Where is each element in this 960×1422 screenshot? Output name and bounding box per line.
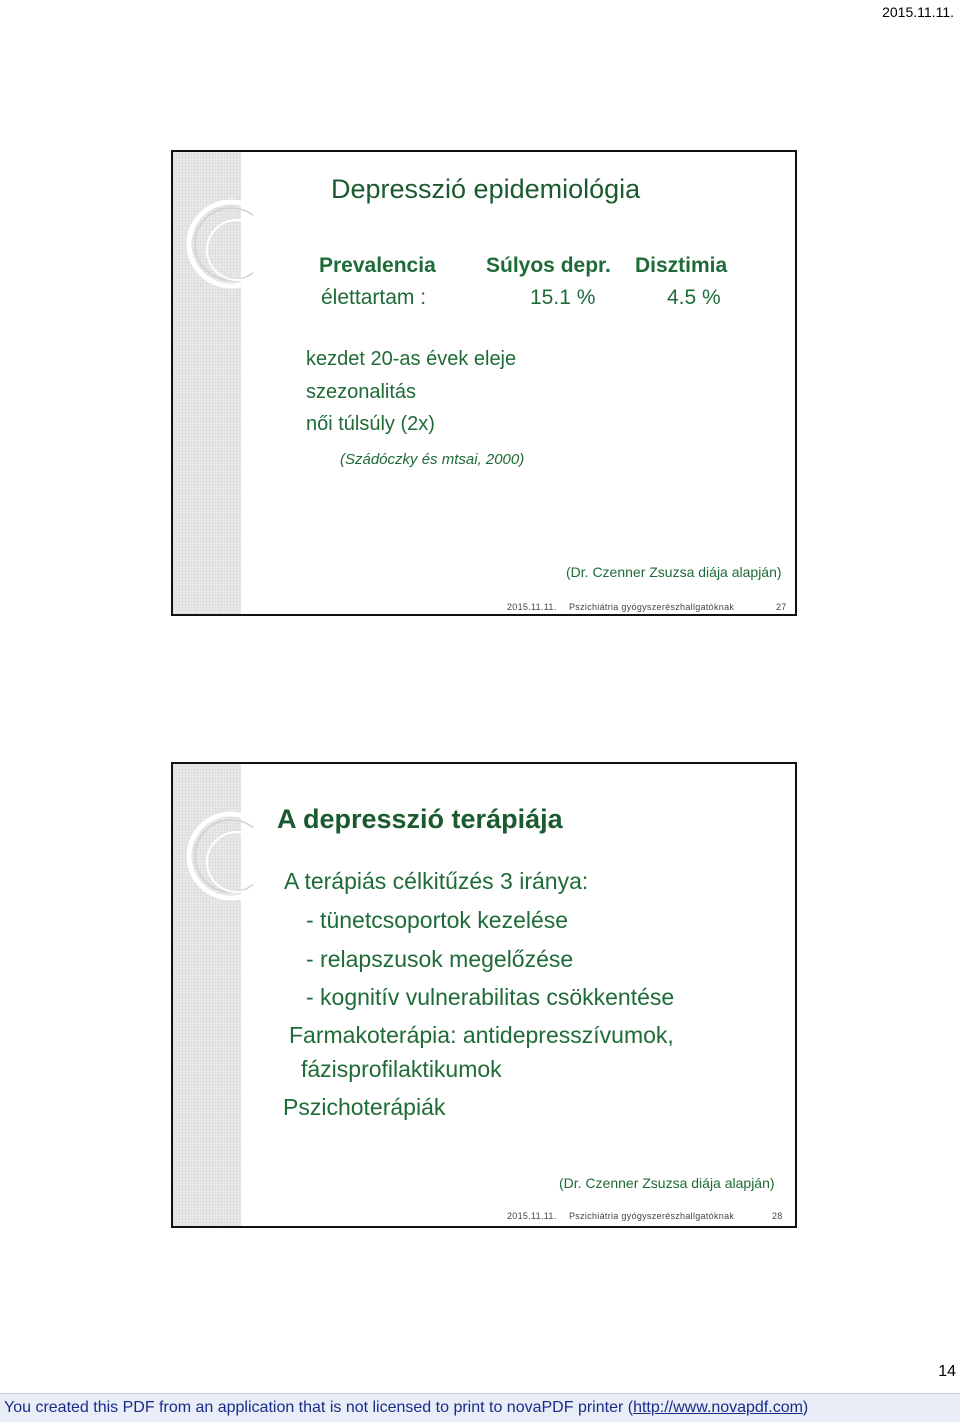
list-item: fázisprofilaktikumok xyxy=(301,1056,502,1082)
decorative-circles-icon xyxy=(173,192,253,332)
slide-credit: (Dr. Czenner Zsuzsa diája alapján) xyxy=(566,564,782,580)
list-item: szezonalitás xyxy=(306,381,417,403)
list-item: A terápiás célkitűzés 3 iránya: xyxy=(284,868,589,894)
slide-number: 28 xyxy=(772,1211,783,1221)
license-notice-bar xyxy=(0,1393,960,1422)
list-item: kezdet 20-as évek eleje xyxy=(306,348,517,370)
list-item: Farmakoterápia: antidepresszívumok, xyxy=(289,1022,674,1048)
slide-28 xyxy=(171,762,797,1228)
slide-number: 27 xyxy=(776,602,787,612)
table-cell-major-depression: 15.1 % xyxy=(530,286,596,309)
slide-footer-text: Pszichiátria gyógyszerészhallgatóknak xyxy=(569,602,735,612)
slide-credit: (Dr. Czenner Zsuzsa diája alapján) xyxy=(559,1175,775,1191)
table-cell-dysthymia: 4.5 % xyxy=(667,286,721,309)
table-header-major-depression: Súlyos depr. xyxy=(486,254,611,277)
slide-footer-date: 2015.11.11. xyxy=(507,1211,557,1221)
slide-footer-date: 2015.11.11. xyxy=(507,602,557,612)
table-header-dysthymia: Disztimia xyxy=(635,254,728,277)
list-item: - kognitív vulnerabilitas csökkentése xyxy=(306,984,675,1010)
decorative-circles-icon xyxy=(173,804,253,944)
slide-27 xyxy=(171,150,797,616)
slide-title: Depresszió epidemiológia xyxy=(331,174,641,204)
license-notice-text: You created this PDF from an application that is not licensed to print to novaPDF printer ( xyxy=(4,1399,634,1416)
license-notice-suffix: ) xyxy=(802,1399,809,1416)
table-header-prevalence: Prevalencia xyxy=(319,254,436,277)
list-item: - relapszusok megelőzése xyxy=(306,946,574,972)
citation: (Szádóczky és mtsai, 2000) xyxy=(340,451,525,468)
page-header-date: 2015.11.11. xyxy=(882,4,954,20)
page-number: 14 xyxy=(938,1363,956,1380)
license-notice xyxy=(4,1399,808,1417)
list-item: női túlsúly (2x) xyxy=(306,413,435,435)
list-item: - tünetcsoportok kezelése xyxy=(306,907,569,933)
slide-title: A depresszió terápiája xyxy=(277,804,563,834)
slide-footer-text: Pszichiátria gyógyszerészhallgatóknak xyxy=(569,1211,735,1221)
table-row-label: élettartam : xyxy=(321,286,427,309)
novapdf-link[interactable]: http://www.novapdf.com xyxy=(633,1399,803,1416)
list-item: Pszichoterápiák xyxy=(283,1094,446,1120)
